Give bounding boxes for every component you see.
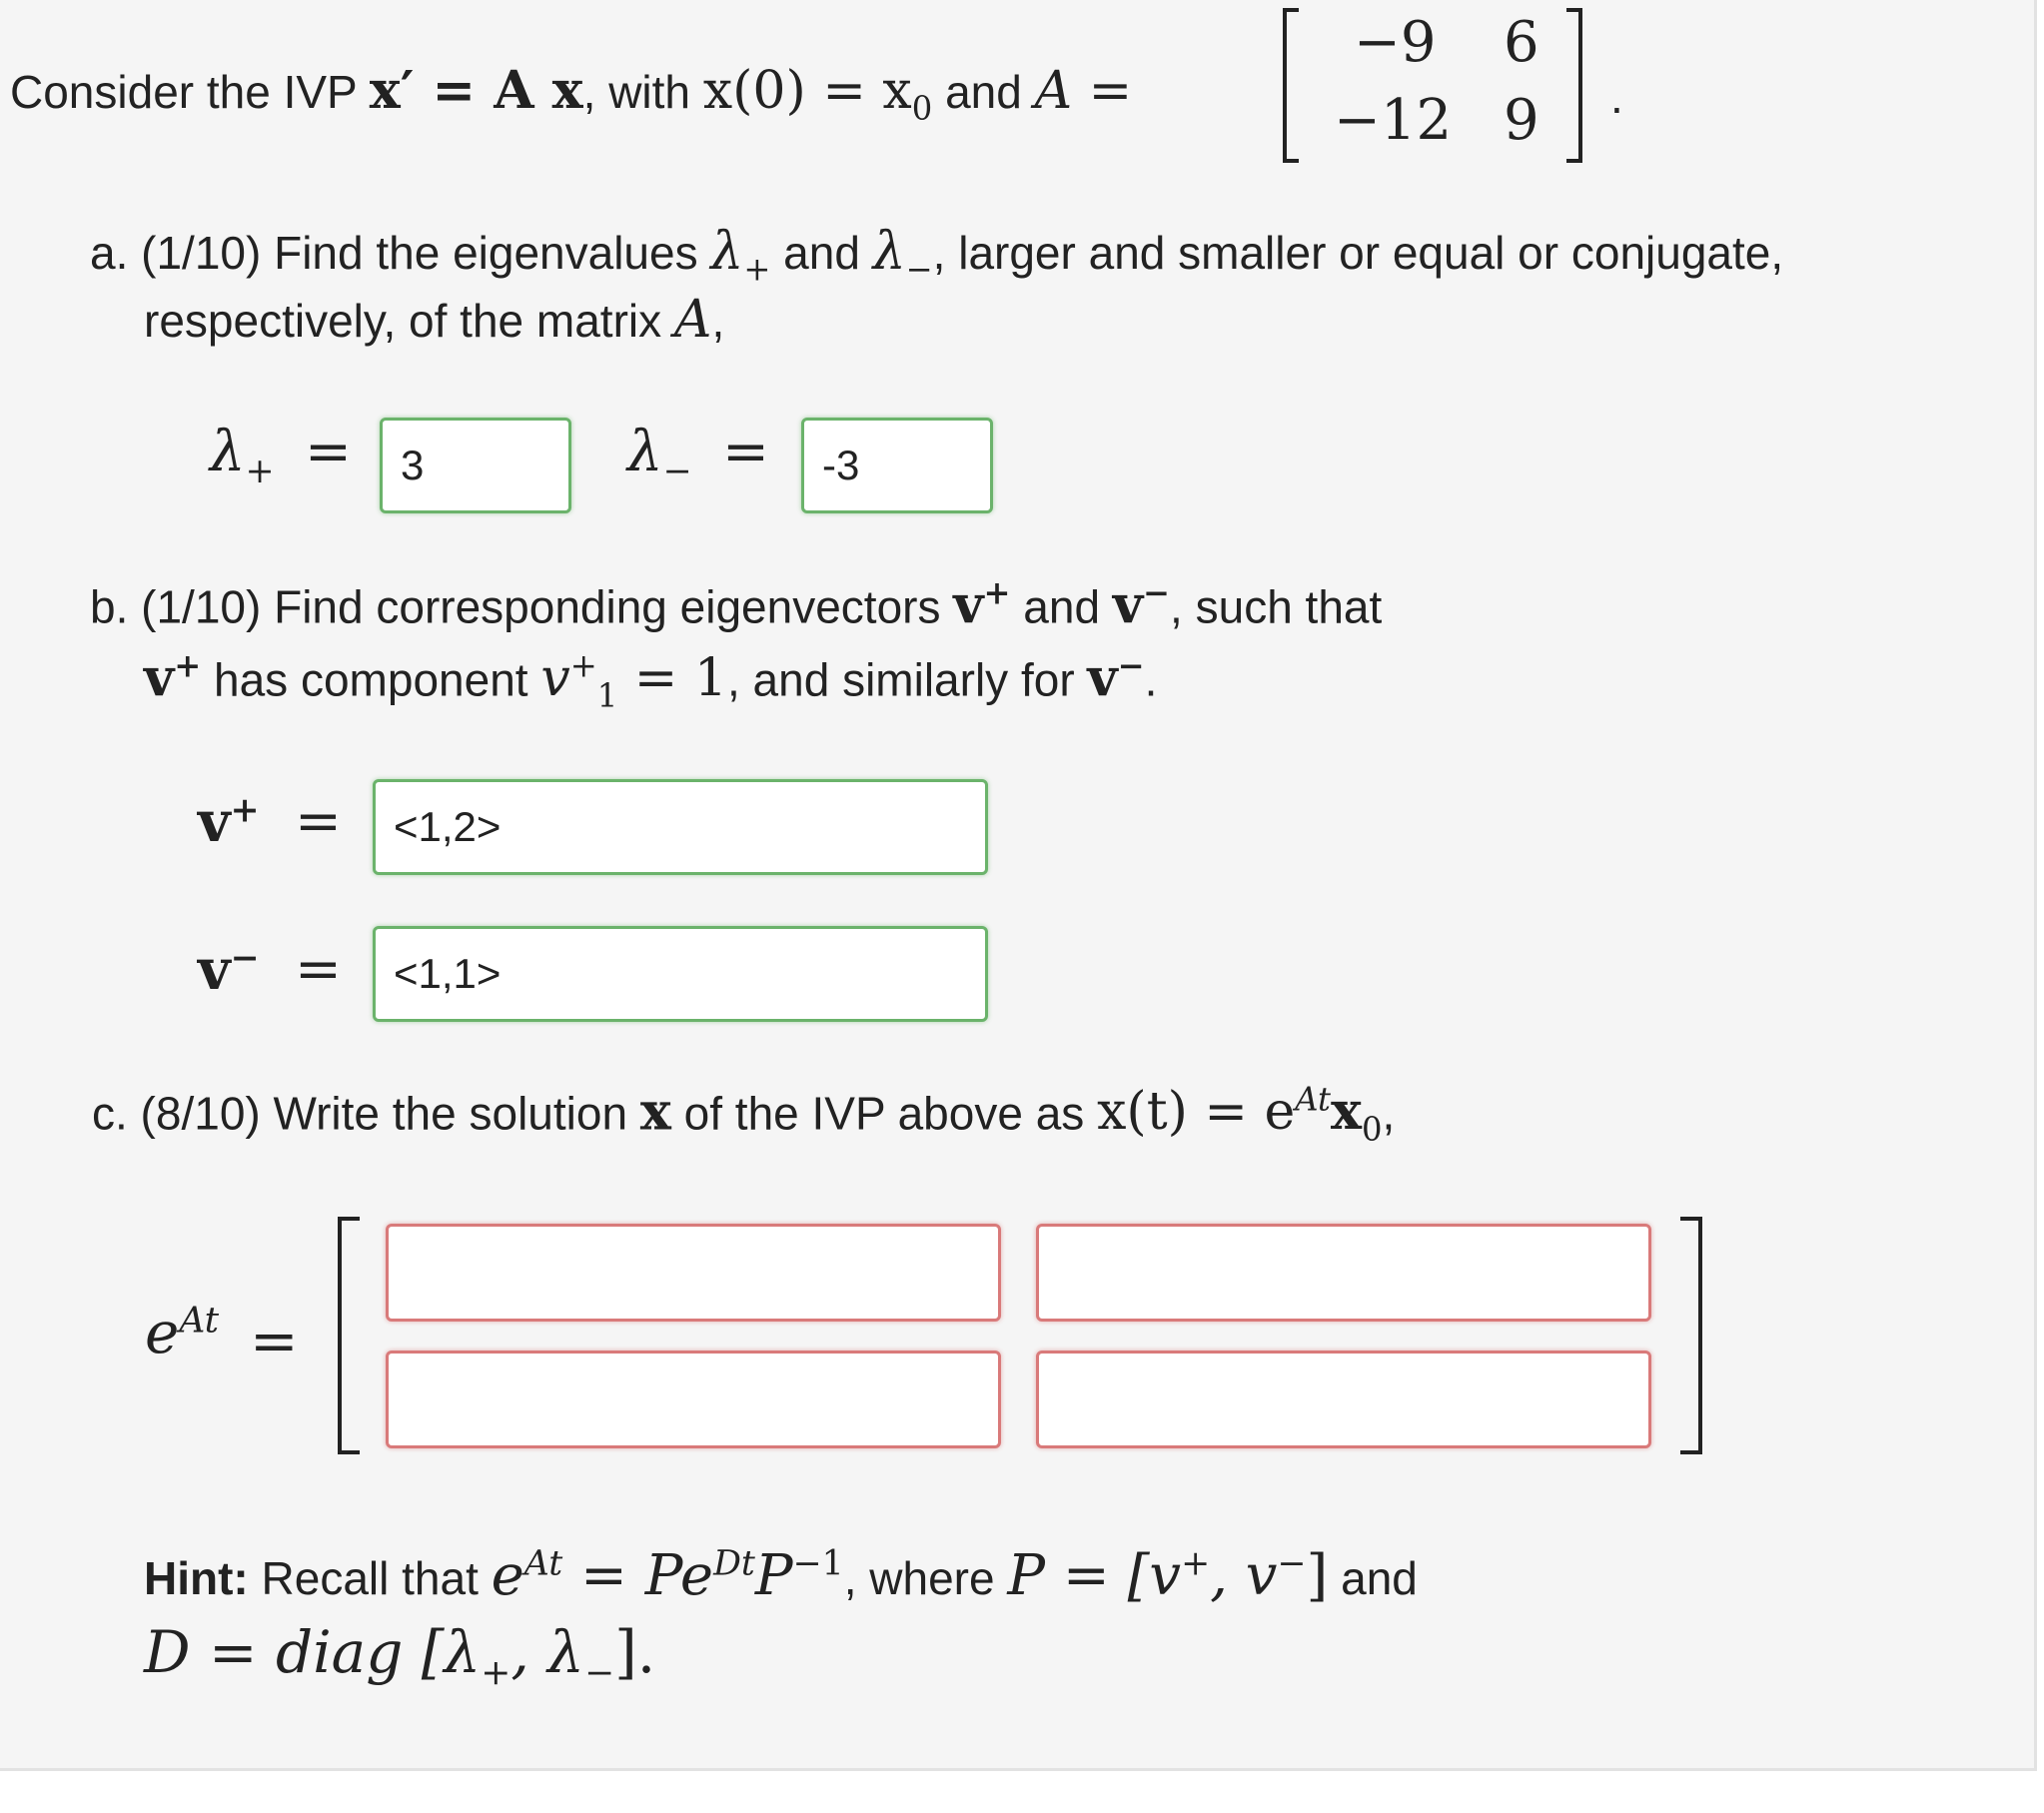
d-definition-mid: , λ [511,1618,584,1686]
part-a-and: and [783,227,860,279]
matrix-cell-11: −9 [1354,10,1437,75]
eat-entry-21-input[interactable] [386,1351,1001,1448]
initial-condition-sub: 0 [911,89,933,128]
v-plus-symbol [144,647,201,708]
plus-sup: + [983,574,1011,612]
part-a-line1 [90,222,1783,288]
minus-sup: − [1117,647,1145,685]
v-glyph: v [198,937,231,1003]
plus-sub: + [481,1652,511,1694]
matrix-label: A = [1034,61,1133,121]
exponent-at: At [179,1300,220,1342]
hint-label: Hint: [144,1552,249,1604]
equals-sign: = [722,420,769,484]
hint-formula [492,1543,844,1608]
x-zero-symbol: x [1330,1081,1362,1143]
v-minus-symbol [1087,647,1144,708]
matrix-bracket-right [1566,8,1582,163]
hint-text: Recall that [261,1552,479,1604]
exponent-inverse: −1 [792,1543,844,1584]
part-a-line2-text: respectively, of the matrix [144,295,662,347]
eat-entry-12-input[interactable] [1036,1224,1651,1322]
x-symbol: x [639,1081,671,1143]
eat-bracket-left [338,1217,360,1454]
component-sub: 1 [596,676,618,715]
part-b-line1 [90,574,1382,635]
v-minus-input[interactable]: <1,1> [373,926,988,1022]
part-a-suffix: , larger and smaller or equal or conjugate, [932,227,1784,279]
v-plus-label [198,789,260,855]
plus-sup: + [174,647,202,685]
intro-statement [10,60,1132,127]
matrix-cell-12: 6 [1504,10,1539,75]
part-b-and: and [1023,580,1101,633]
v-plus-input[interactable]: <1,2> [373,779,988,875]
equals-sign: = [295,937,342,1002]
d-definition-end: ]. [614,1618,656,1686]
lambda-plus-symbol [710,222,771,289]
eat-entry-11-input[interactable] [386,1224,1001,1322]
hint-line2 [144,1618,655,1694]
exponent-dt: Dt [713,1543,755,1584]
plus-sup: + [230,789,260,831]
plus-sup: + [1181,1543,1211,1584]
v-plus-symbol [953,574,1010,635]
matrix-cell-21: −12 [1334,88,1453,153]
component-var: v [540,648,570,709]
p-definition-text: P = [v [1007,1543,1182,1608]
matrix-cell-22: 9 [1504,88,1539,153]
matrix-bracket-left [1283,8,1299,163]
exponent-at: At [523,1543,563,1584]
minus-sub: − [905,250,933,289]
plus-sub: + [245,452,275,492]
zero-sub: 0 [1361,1110,1383,1149]
ivp-equation: x′ = A x [369,60,583,121]
equals-sign: = [250,1307,299,1374]
v-glyph: v [1112,574,1144,636]
p-definition-close: ] [1306,1543,1329,1608]
part-b-period: . [1144,653,1158,706]
p-definition [1007,1543,1328,1608]
v-glyph: v [144,647,175,709]
matrix-var: A [673,290,712,350]
p-glyph: P [754,1543,793,1608]
part-c-line [92,1081,1395,1149]
hint-where: , where [843,1552,995,1604]
part-b-prefix: b. (1/10) Find corresponding eigenvectors [90,580,941,633]
lambda-plus-label [210,420,275,491]
exponent-at: At [1295,1081,1331,1119]
eat-bracket-right [1680,1217,1702,1454]
part-a-line2-end: , [711,295,725,347]
intro-text-with: , with [582,66,691,118]
hint-line1 [144,1543,1418,1608]
hint-and: and [1341,1552,1418,1604]
initial-condition-text: x(0) = x [702,61,912,121]
part-b-line2-text: has component [214,653,528,706]
minus-sup: − [1277,1543,1307,1584]
intro-and: and [945,66,1022,118]
part-b-suffix: , such that [1170,580,1383,633]
component-sup: + [569,647,597,685]
part-c-prefix: c. (8/10) Write the solution [92,1087,628,1140]
component-expression [540,647,727,715]
lambda-glyph: λ [872,222,906,282]
hint-eq: = Pe [580,1543,714,1608]
eat-label [145,1299,219,1366]
lambda-glyph: λ [710,222,744,282]
part-c-mid: of the IVP above as [683,1087,1085,1140]
equals-sign: = [295,789,342,854]
solution-formula-text: x(t) = e [1097,1082,1296,1143]
plus-sub: + [743,250,771,289]
equals-sign: = [305,420,352,484]
eat-entry-22-input[interactable] [1036,1351,1651,1448]
part-a-prefix: a. (1/10) Find the eigenvalues [90,227,698,279]
d-definition-text: D = diag [λ [144,1618,482,1686]
part-b-line2 [144,647,1157,715]
minus-sub: − [583,1652,615,1694]
lambda-minus-symbol [872,222,933,289]
minus-sub: − [662,452,692,492]
intro-period: . [1610,71,1623,123]
lambda-minus-input[interactable]: -3 [801,418,993,513]
v-glyph: v [1087,647,1118,709]
v-minus-label [198,937,260,1003]
lambda-plus-input[interactable]: 3 [380,418,571,513]
intro-text: Consider the IVP [10,66,357,118]
v-minus-symbol [1113,574,1170,635]
part-b-line2-end: , and similarly for [726,653,1075,706]
v-glyph: v [198,789,231,855]
v-glyph: v [953,574,984,636]
part-c-comma: , [1382,1087,1396,1140]
e-glyph: e [145,1299,180,1366]
minus-sup: − [230,937,260,979]
minus-sup: − [1143,574,1171,612]
p-definition-comma: , v [1210,1543,1278,1608]
lambda-glyph: λ [627,420,663,484]
initial-condition [702,61,933,128]
part-a-line2 [144,290,724,350]
lambda-glyph: λ [210,420,246,484]
component-eq: = 1 [633,648,727,709]
lambda-minus-label [627,420,692,491]
solution-formula [1097,1081,1383,1149]
e-glyph: e [491,1543,524,1608]
